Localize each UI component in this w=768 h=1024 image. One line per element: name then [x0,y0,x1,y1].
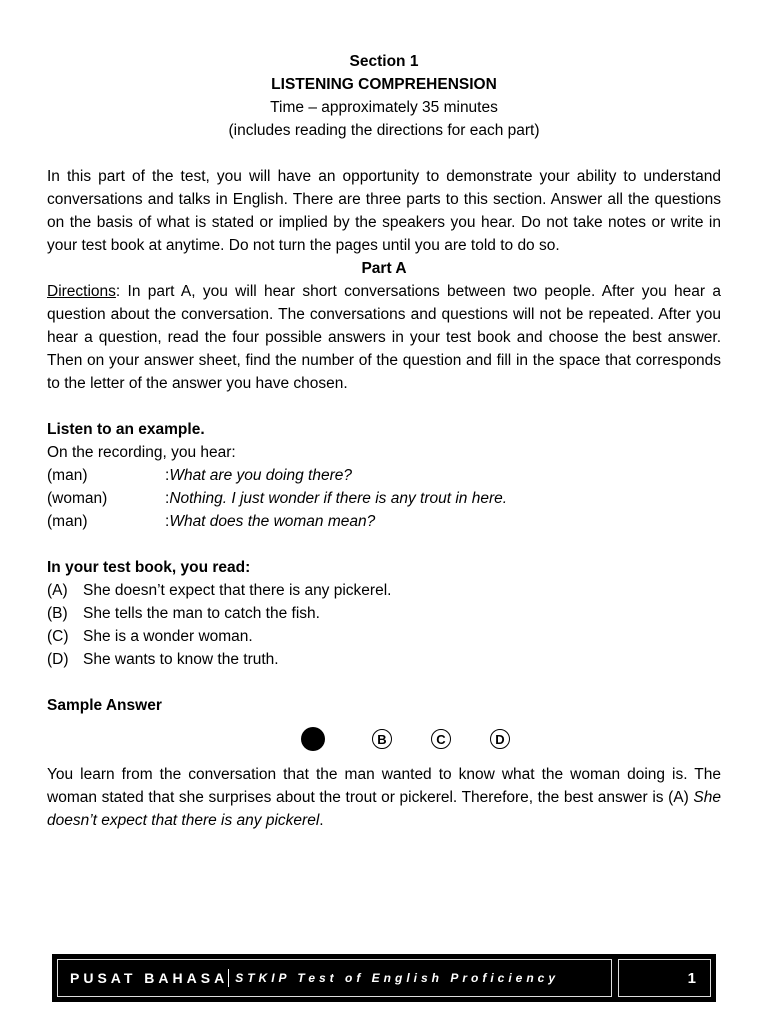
option-text: She doesn’t expect that there is any pickerel. [83,582,392,599]
answer-bubble: B [372,729,392,749]
part-a-directions [47,280,721,395]
colon: : [165,467,170,484]
dialogue-line [47,510,721,533]
section-label: Section 1 [349,53,419,70]
answer-bubbles [47,717,721,763]
example-heading: Listen to an example. [47,421,205,438]
page-footer [52,954,716,1002]
directions-label: Directions [47,283,116,300]
option-letter: (D) [47,651,69,668]
page-number: 1 [687,969,696,987]
colon: : [165,513,170,530]
time-note: (includes reading the directions for each part) [228,122,540,139]
option-letter: (B) [47,605,68,622]
footer-brand: PUSAT BAHASA [70,970,229,986]
footer-brand-box [57,959,612,997]
option-text: She is a wonder woman. [83,628,253,645]
answer-bubble-filled [301,727,325,751]
dialogue-text: What are you doing there? [169,467,352,484]
page-number-box [618,959,711,997]
option-text: She wants to know the truth. [83,651,279,668]
sample-answer-heading: Sample Answer [47,697,162,714]
explanation-answer: She doesn’t expect that there is any pickerel [47,789,721,829]
footer-tagline: STKIP Test of English Proficiency [235,971,560,985]
answer-option [47,602,721,625]
intro-paragraph: In this part of the test, you will have an opportunity to demonstrate your ability to understand conversations and talks in English. There are three parts to this section. Answer all the questions on the basis of what is stated or implied by the speakers you hear. Do not take notes or write in your test book at anytime. Do not turn the pages until you are told to do so. [47,168,721,254]
option-letter: (C) [47,628,69,645]
colon: : [165,490,170,507]
dialogue-text: What does the woman mean? [169,513,376,530]
time-info: Time – approximately 35 minutes [270,99,498,116]
dialogue-text: Nothing. I just wonder if there is any trout in here. [169,490,508,507]
speaker-label: (woman) [47,490,108,507]
explanation-text: You learn from the conversation that the man wanted to know what the woman doing is. The woman stated that she surprises about the trout or pickerel. Therefore, the best answer is (A) [47,766,721,806]
answer-bubble: C [431,729,451,749]
option-text: She tells the man to catch the fish. [83,605,320,622]
dialogue-line [47,464,721,487]
answer-bubble: D [490,729,510,749]
recording-intro: On the recording, you hear: [47,444,236,461]
explanation-paragraph [47,763,721,832]
answer-option [47,625,721,648]
document-page [47,50,721,832]
part-a-heading: Part A [361,260,407,277]
answer-option [47,579,721,602]
test-book-heading: In your test book, you read: [47,559,251,576]
explanation-end: . [319,812,324,829]
speaker-label: (man) [47,467,88,484]
dialogue-line [47,487,721,510]
directions-text: : In part A, you will hear short conversations between two people. After you hear a question about the conversation. The conversations and questions will not be repeated. After you hear a question, read the four possible answers in your test book and choose the best answer. Then on your answer sheet, find the number of the question and fill in the space that corresponds to the letter of the answer you have chosen. [47,283,721,392]
section-title: LISTENING COMPREHENSION [271,76,497,93]
option-letter: (A) [47,582,68,599]
speaker-label: (man) [47,513,88,530]
answer-option [47,648,721,671]
footer-divider [228,969,229,987]
